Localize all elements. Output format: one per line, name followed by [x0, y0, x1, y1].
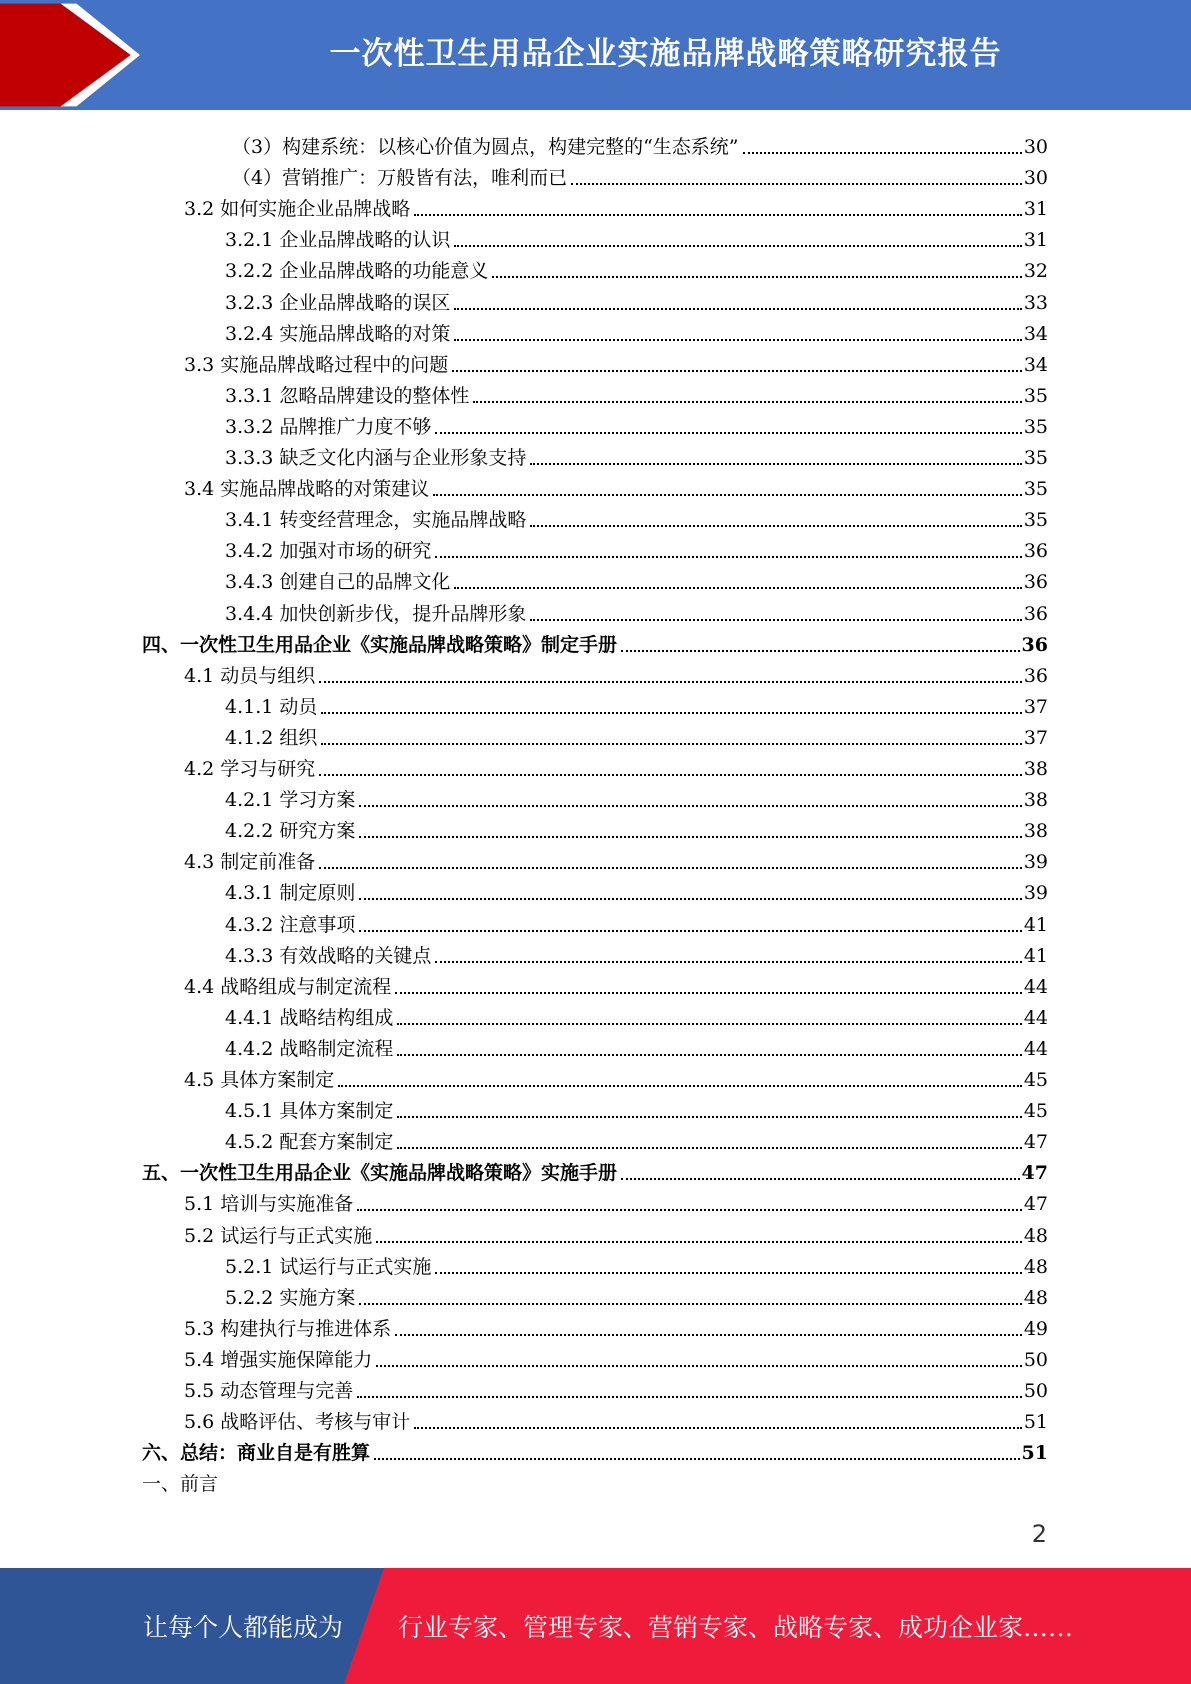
toc-entry-page: 51 — [1021, 1442, 1048, 1465]
toc-entry-title: 5.6 战略评估、考核与审计 — [184, 1411, 411, 1434]
toc-dot-leader — [452, 369, 1022, 372]
toc-dot-leader — [338, 1084, 1022, 1087]
toc-entry-title: 3.3 实施品牌战略过程中的问题 — [184, 353, 449, 376]
toc-dot-leader — [743, 151, 1022, 154]
toc-entry[interactable] — [225, 719, 1048, 750]
toc-entry[interactable] — [184, 346, 1048, 377]
toc-dot-leader — [492, 275, 1021, 278]
toc-entry[interactable] — [184, 470, 1048, 501]
toc-entry-title: 四、一次性卫生用品企业《实施品牌战略策略》制定手册 — [142, 633, 618, 656]
toc-dot-leader — [357, 1208, 1022, 1211]
toc-entry-title: 3.2.2 企业品牌战略的功能意义 — [225, 260, 489, 283]
toc-entry[interactable] — [225, 408, 1048, 439]
toc-dot-leader — [397, 1115, 1021, 1118]
toc-entry-page: 35 — [1023, 478, 1048, 501]
toc-entry[interactable] — [184, 1403, 1048, 1434]
toc-entry[interactable] — [225, 906, 1048, 937]
footer-slogan-left: 让每个人都能成为 — [143, 1613, 344, 1642]
toc-entry-page: 39 — [1023, 882, 1048, 905]
toc-entry-title: 5.2.2 实施方案 — [225, 1286, 356, 1309]
toc-entry-title: 4.3.1 制定原则 — [225, 882, 356, 905]
toc-entry-page: 44 — [1023, 1006, 1048, 1029]
toc-entry[interactable] — [184, 1372, 1048, 1403]
toc-entry-page: 45 — [1023, 1100, 1048, 1123]
toc-entry[interactable] — [184, 1061, 1048, 1092]
toc-dot-leader — [454, 338, 1021, 341]
toc-entry-title: 3.2.1 企业品牌战略的认识 — [225, 229, 451, 252]
toc-entry[interactable] — [225, 688, 1048, 719]
toc-dot-leader — [359, 897, 1021, 900]
toc-entry-title: 4.5 具体方案制定 — [184, 1069, 335, 1091]
toc-entry[interactable] — [225, 501, 1048, 532]
toc-entry[interactable] — [225, 937, 1048, 968]
toc-entry-title: 3.3.3 缺乏文化内涵与企业形象支持 — [225, 447, 527, 469]
toc-entry-title: 3.4.1 转变经营理念，实施品牌战略 — [225, 509, 527, 532]
toc-entry-title: 3.2.4 实施品牌战略的对策 — [225, 322, 451, 345]
toc-entry[interactable] — [184, 750, 1048, 781]
toc-entry-page: 48 — [1023, 1224, 1048, 1247]
toc-entry-title: 4.3.2 注意事项 — [225, 913, 356, 936]
toc-dot-leader — [359, 929, 1021, 932]
toc-entry[interactable] — [184, 190, 1048, 221]
toc-entry[interactable] — [184, 657, 1048, 688]
toc-entry[interactable] — [225, 1030, 1048, 1061]
toc-dot-leader — [435, 555, 1021, 558]
toc-entry[interactable] — [184, 968, 1048, 999]
toc-entry[interactable] — [184, 1217, 1048, 1248]
toc-entry-title: 一、前言 — [142, 1473, 219, 1496]
toc-entry-page: 37 — [1023, 695, 1048, 718]
toc-entry-title: 六、总结：商业自是有胜算 — [142, 1442, 371, 1465]
toc-entry[interactable] — [142, 1465, 1048, 1496]
toc-entry[interactable] — [225, 532, 1048, 563]
toc-entry-page: 31 — [1023, 198, 1048, 221]
toc-entry-page: 48 — [1023, 1286, 1048, 1309]
toc-entry[interactable] — [225, 252, 1048, 283]
toc-dot-leader — [319, 773, 1022, 776]
toc-entry-title: 3.3.1 忽略品牌建设的整体性 — [225, 384, 470, 407]
toc-dot-leader — [395, 1333, 1022, 1336]
toc-entry[interactable] — [225, 999, 1048, 1030]
toc-entry-page: 50 — [1023, 1348, 1048, 1371]
toc-entry-title: 4.4 战略组成与制定流程 — [184, 975, 392, 998]
toc-dot-leader — [435, 431, 1021, 434]
toc-dot-leader — [454, 244, 1021, 247]
toc-dot-leader — [530, 524, 1021, 527]
header-band — [0, 0, 1191, 110]
toc-entry[interactable] — [225, 377, 1048, 408]
toc-entry-page: 34 — [1023, 322, 1048, 345]
toc-entry-page: 30 — [1023, 167, 1048, 190]
toc-entry-title: 4.5.1 具体方案制定 — [225, 1100, 394, 1123]
toc-entry-page: 45 — [1023, 1069, 1048, 1091]
toc-entry[interactable] — [142, 1434, 1048, 1465]
toc-dot-leader — [621, 649, 1020, 652]
toc-entry-title: 5.4 增强实施保障能力 — [184, 1348, 373, 1371]
toc-dot-leader — [433, 493, 1022, 496]
toc-entry-page: 34 — [1023, 353, 1048, 376]
toc-entry[interactable] — [225, 315, 1048, 346]
toc-dot-leader — [435, 960, 1021, 963]
toc-entry[interactable] — [225, 221, 1048, 252]
toc-entry[interactable] — [225, 439, 1048, 470]
toc-entry[interactable] — [225, 1092, 1048, 1123]
toc-dot-leader — [319, 680, 1022, 683]
toc-entry-page: 38 — [1023, 758, 1048, 780]
toc-entry-page: 36 — [1023, 664, 1048, 687]
toc-dot-leader — [395, 991, 1022, 994]
toc-dot-leader — [530, 462, 1021, 465]
toc-entry[interactable] — [225, 874, 1048, 905]
toc-entry-page: 38 — [1023, 820, 1048, 843]
page-number: 2 — [1031, 1520, 1047, 1548]
toc-entry-page: 38 — [1023, 789, 1048, 812]
toc-entry-page: 51 — [1023, 1411, 1048, 1434]
toc-entry-title: 3.4.2 加强对市场的研究 — [225, 540, 432, 563]
toc-entry-page: 39 — [1023, 851, 1048, 874]
toc-entry-page: 35 — [1023, 447, 1048, 469]
toc-dot-leader — [359, 804, 1021, 807]
toc-entry-title: 5.5 动态管理与完善 — [184, 1380, 354, 1402]
toc-entry-title: 3.4 实施品牌战略的对策建议 — [184, 478, 430, 501]
toc-entry-page: 44 — [1023, 975, 1048, 998]
toc-entry-page: 32 — [1023, 260, 1048, 283]
toc-entry-title: 4.5.2 配套方案制定 — [225, 1131, 394, 1154]
toc-dot-leader — [397, 1022, 1021, 1025]
toc-dot-leader — [321, 742, 1021, 745]
toc-dot-leader — [473, 400, 1021, 403]
toc-entry[interactable] — [225, 812, 1048, 843]
toc-entry-title: 3.2 如何实施企业品牌战略 — [184, 198, 411, 221]
toc-entry[interactable] — [225, 781, 1048, 812]
toc-entry-title: 五、一次性卫生用品企业《实施品牌战略策略》实施手册 — [142, 1162, 618, 1185]
toc-entry-page: 36 — [1023, 602, 1048, 625]
toc-dot-leader — [319, 866, 1022, 869]
toc-entry-page: 33 — [1023, 291, 1048, 314]
toc-entry-page: 41 — [1023, 944, 1048, 967]
toc-entry-title: 4.3.3 有效战略的关键点 — [225, 944, 432, 967]
toc-entry-title: 4.4.1 战略结构组成 — [225, 1006, 394, 1029]
toc-entry-page: 35 — [1023, 509, 1048, 532]
toc-dot-leader — [376, 1240, 1022, 1243]
toc-entry[interactable] — [225, 1248, 1048, 1279]
toc-entry-title: 5.2 试运行与正式实施 — [184, 1224, 373, 1247]
toc-entry-title: 5.3 构建执行与推进体系 — [184, 1317, 392, 1340]
toc-entry-title: 4.4.2 战略制定流程 — [225, 1037, 394, 1060]
toc-dot-leader — [530, 618, 1021, 621]
toc-entry-title: 5.1 培训与实施准备 — [184, 1193, 354, 1216]
toc-entry-title: 3.4.3 创建自己的品牌文化 — [225, 571, 451, 594]
toc-entry-page: 50 — [1023, 1380, 1048, 1402]
toc-dot-leader — [414, 213, 1022, 216]
toc-dot-leader — [435, 1271, 1021, 1274]
toc-entry-page: 30 — [1023, 136, 1048, 158]
toc-entry-page: 37 — [1023, 726, 1048, 749]
toc-entry-title: 4.1.1 动员 — [225, 695, 318, 718]
toc-entry-page: 49 — [1023, 1317, 1048, 1340]
toc-entry-title: 4.1.2 组织 — [225, 726, 318, 749]
toc-entry[interactable] — [184, 843, 1048, 874]
toc-entry[interactable] — [225, 595, 1048, 626]
toc-dot-leader — [374, 1457, 1020, 1460]
toc-entry[interactable] — [225, 563, 1048, 594]
toc-entry-title: 4.3 制定前准备 — [184, 851, 316, 874]
toc-entry[interactable] — [184, 1341, 1048, 1372]
toc-dot-leader — [376, 1364, 1022, 1367]
footer-slogan-right: 行业专家、管理专家、营销专家、战略专家、成功企业家…… — [398, 1613, 1074, 1642]
footer-band — [0, 1568, 1191, 1684]
toc-entry[interactable] — [142, 1154, 1048, 1185]
toc-dot-leader — [359, 835, 1021, 838]
toc-entry-title: 5.2.1 试运行与正式实施 — [225, 1255, 432, 1278]
toc-entry-page: 47 — [1023, 1193, 1048, 1216]
toc-entry-title: 4.2.2 研究方案 — [225, 820, 356, 843]
toc-entry-page: 36 — [1023, 540, 1048, 563]
toc-entry-title: 3.2.3 企业品牌战略的误区 — [225, 291, 451, 314]
toc-entry-page: 41 — [1023, 913, 1048, 936]
toc-entry-title: 3.3.2 品牌推广力度不够 — [225, 415, 432, 438]
toc-dot-leader — [397, 1146, 1021, 1149]
toc-dot-leader — [621, 1177, 1020, 1180]
document-title: 一次性卫生用品企业实施品牌战略策略研究报告 — [329, 35, 1002, 72]
toc-dot-leader — [414, 1426, 1022, 1429]
toc-dot-leader — [321, 711, 1021, 714]
toc-entry-page: 35 — [1023, 415, 1048, 438]
toc-entry-page: 44 — [1023, 1037, 1048, 1060]
toc-dot-leader — [454, 307, 1021, 310]
toc-dot-leader — [357, 1395, 1022, 1398]
toc-dot-leader — [397, 1053, 1021, 1056]
toc-entry[interactable] — [232, 159, 1048, 190]
toc-entry[interactable] — [225, 1279, 1048, 1310]
toc-entry[interactable] — [232, 128, 1048, 159]
toc-entry-title: （4）营销推广：万般皆有法，唯利而已 — [232, 167, 568, 190]
toc-entry-page: 36 — [1021, 633, 1048, 656]
toc-entry[interactable] — [184, 1310, 1048, 1341]
toc-entry-page: 36 — [1023, 571, 1048, 594]
toc-entry[interactable] — [142, 626, 1048, 657]
toc-dot-leader — [359, 1302, 1021, 1305]
toc-entry[interactable] — [225, 284, 1048, 315]
header-arrow-decoration — [0, 0, 140, 110]
toc-entry-page: 48 — [1023, 1255, 1048, 1278]
toc-entry-title: 4.1 动员与组织 — [184, 664, 316, 687]
toc-dot-leader — [454, 586, 1021, 589]
toc-entry-title: 3.4.4 加快创新步伐，提升品牌形象 — [225, 602, 527, 625]
toc-entry-title: 4.2 学习与研究 — [184, 758, 316, 780]
toc-entry-page: 47 — [1021, 1162, 1048, 1185]
toc-entry-page: 35 — [1023, 384, 1048, 407]
toc-entry[interactable] — [184, 1185, 1048, 1216]
toc-entry-page: 31 — [1023, 229, 1048, 252]
toc-dot-leader — [571, 182, 1022, 185]
toc-entry-title: （3）构建系统：以核心价值为圆点，构建完整的“生态系统” — [232, 136, 739, 158]
toc-entry-page: 47 — [1023, 1131, 1048, 1154]
toc-entry-title: 4.2.1 学习方案 — [225, 789, 356, 812]
toc-entry[interactable] — [225, 1123, 1048, 1154]
